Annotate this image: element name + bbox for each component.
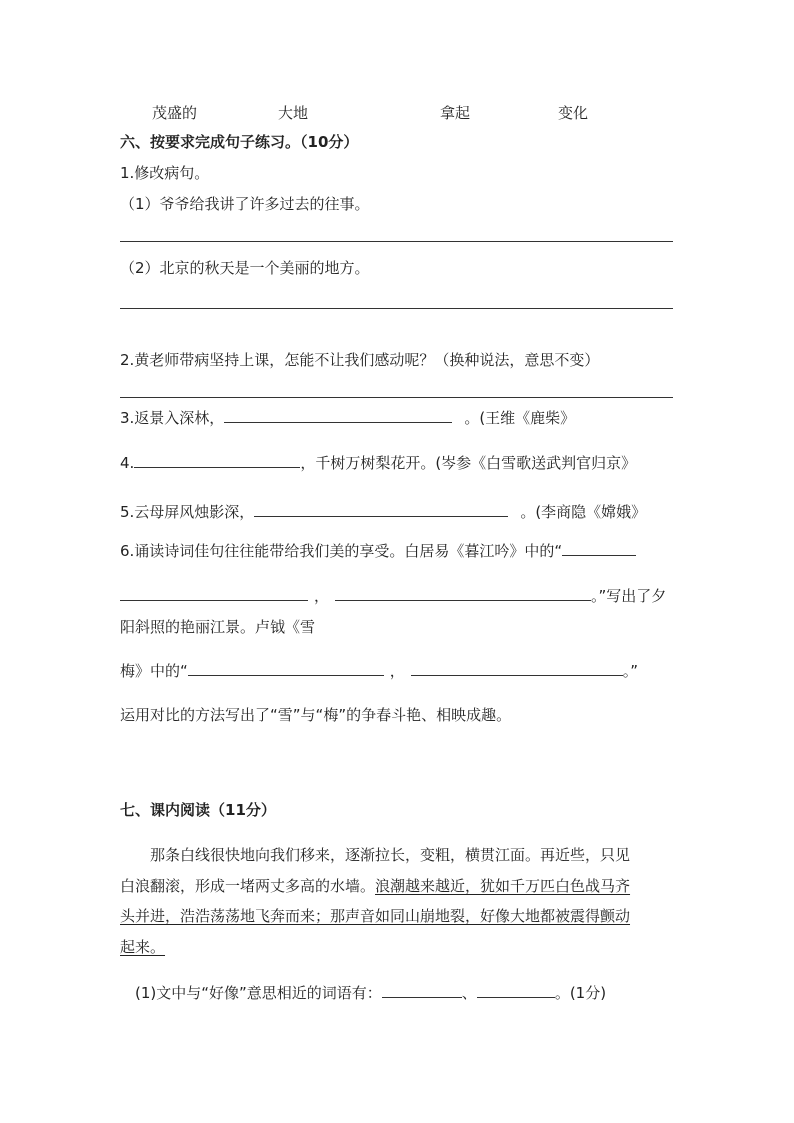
q4-line (120, 452, 636, 473)
para-line2 (120, 876, 630, 896)
para-line4: 起来。 (120, 938, 166, 956)
s7-q1-line (135, 982, 606, 1003)
s7-q1-pre: (1)文中与“好像”意思相近的词语有： (135, 984, 382, 1002)
blank-q6-c[interactable] (335, 585, 591, 601)
q6-line4 (120, 660, 638, 681)
blank-q6-a[interactable] (562, 540, 636, 556)
para-line3: 头并进，浩浩荡荡地飞奔而来；那声音如同山崩地裂，好像大地都被震得颤动 (120, 907, 631, 925)
blank-q6-b[interactable] (120, 585, 308, 601)
q5-pre: 5.云母屏风烛影深， (120, 503, 255, 521)
q6-line4-pre: 梅》中的“ (120, 662, 188, 680)
q6-line4-end: 。” (622, 662, 639, 680)
word-naqi: 拿起 (440, 104, 471, 122)
q3-post: 。(王维《鹿柴》 (464, 409, 576, 427)
word-dadi: 大地 (278, 104, 309, 122)
q4-post: ，千树万树梨花开。(岑参《白雪歌送武判官归京》 (300, 454, 637, 472)
q6-line4-comma: ， (389, 662, 405, 680)
q6-line1 (120, 540, 636, 561)
q3-pre: 3.返景入深林， (120, 409, 225, 427)
section6-title: 六、按要求完成句子练习。（10分） (120, 133, 359, 151)
blank-q6-d[interactable] (188, 660, 384, 676)
q2-text: 2.黄老师带病坚持上课，怎能不让我们感动呢？（换种说法，意思不变） (120, 351, 600, 369)
answer-line-q1a[interactable] (120, 241, 673, 242)
q1-a-text: （1）爷爷给我讲了许多过去的往事。 (120, 195, 370, 213)
q5-line (120, 501, 646, 522)
blank-s7-q1-b[interactable] (477, 982, 555, 998)
q6-line3: 阳斜照的艳丽江景。卢钺《雪 (120, 618, 316, 636)
answer-line-q2[interactable] (120, 397, 673, 398)
word-bianhua: 变化 (558, 104, 589, 122)
blank-q4[interactable] (134, 452, 300, 468)
q6-line1-text: 6.诵读诗词佳句往往能带给我们美的享受。白居易《暮江吟》中的“ (120, 542, 563, 560)
section7-title: 七、课内阅读（11分） (120, 801, 276, 819)
q4-pre: 4. (120, 454, 135, 472)
blank-q3[interactable] (224, 407, 452, 423)
blank-s7-q1-a[interactable] (382, 982, 462, 998)
blank-q5[interactable] (254, 501, 508, 517)
q6-line2 (120, 585, 666, 606)
q6-comma: ， (314, 587, 330, 605)
s7-q1-sep: 、 (461, 984, 477, 1002)
q1-title: 1.修改病句。 (120, 164, 210, 182)
q3-line (120, 407, 575, 428)
para-line1: 那条白线很快地向我们移来，逐渐拉长，变粗，横贯江面。再近些，只见 (150, 846, 631, 864)
q6-line2-end: 。”写出了夕 (591, 587, 667, 605)
q1-b-text: （2）北京的秋天是一个美丽的地方。 (120, 259, 370, 277)
q5-post: 。(李商隐《嫦娥》 (520, 503, 647, 521)
q6-line5: 运用对比的方法写出了“雪”与“梅”的争春斗艳、相映成趣。 (120, 706, 512, 724)
answer-line-q1b[interactable] (120, 308, 673, 309)
word-maosheng: 茂盛的 (152, 104, 198, 122)
para-line2-underlined: 浪潮越来越近，犹如千万匹白色战马齐 (375, 877, 631, 895)
para-line2-plain: 白浪翻滚，形成一堵两丈多高的水墙。 (120, 877, 376, 895)
s7-q1-post: 。(1分) (554, 984, 607, 1002)
blank-q6-e[interactable] (411, 660, 623, 676)
